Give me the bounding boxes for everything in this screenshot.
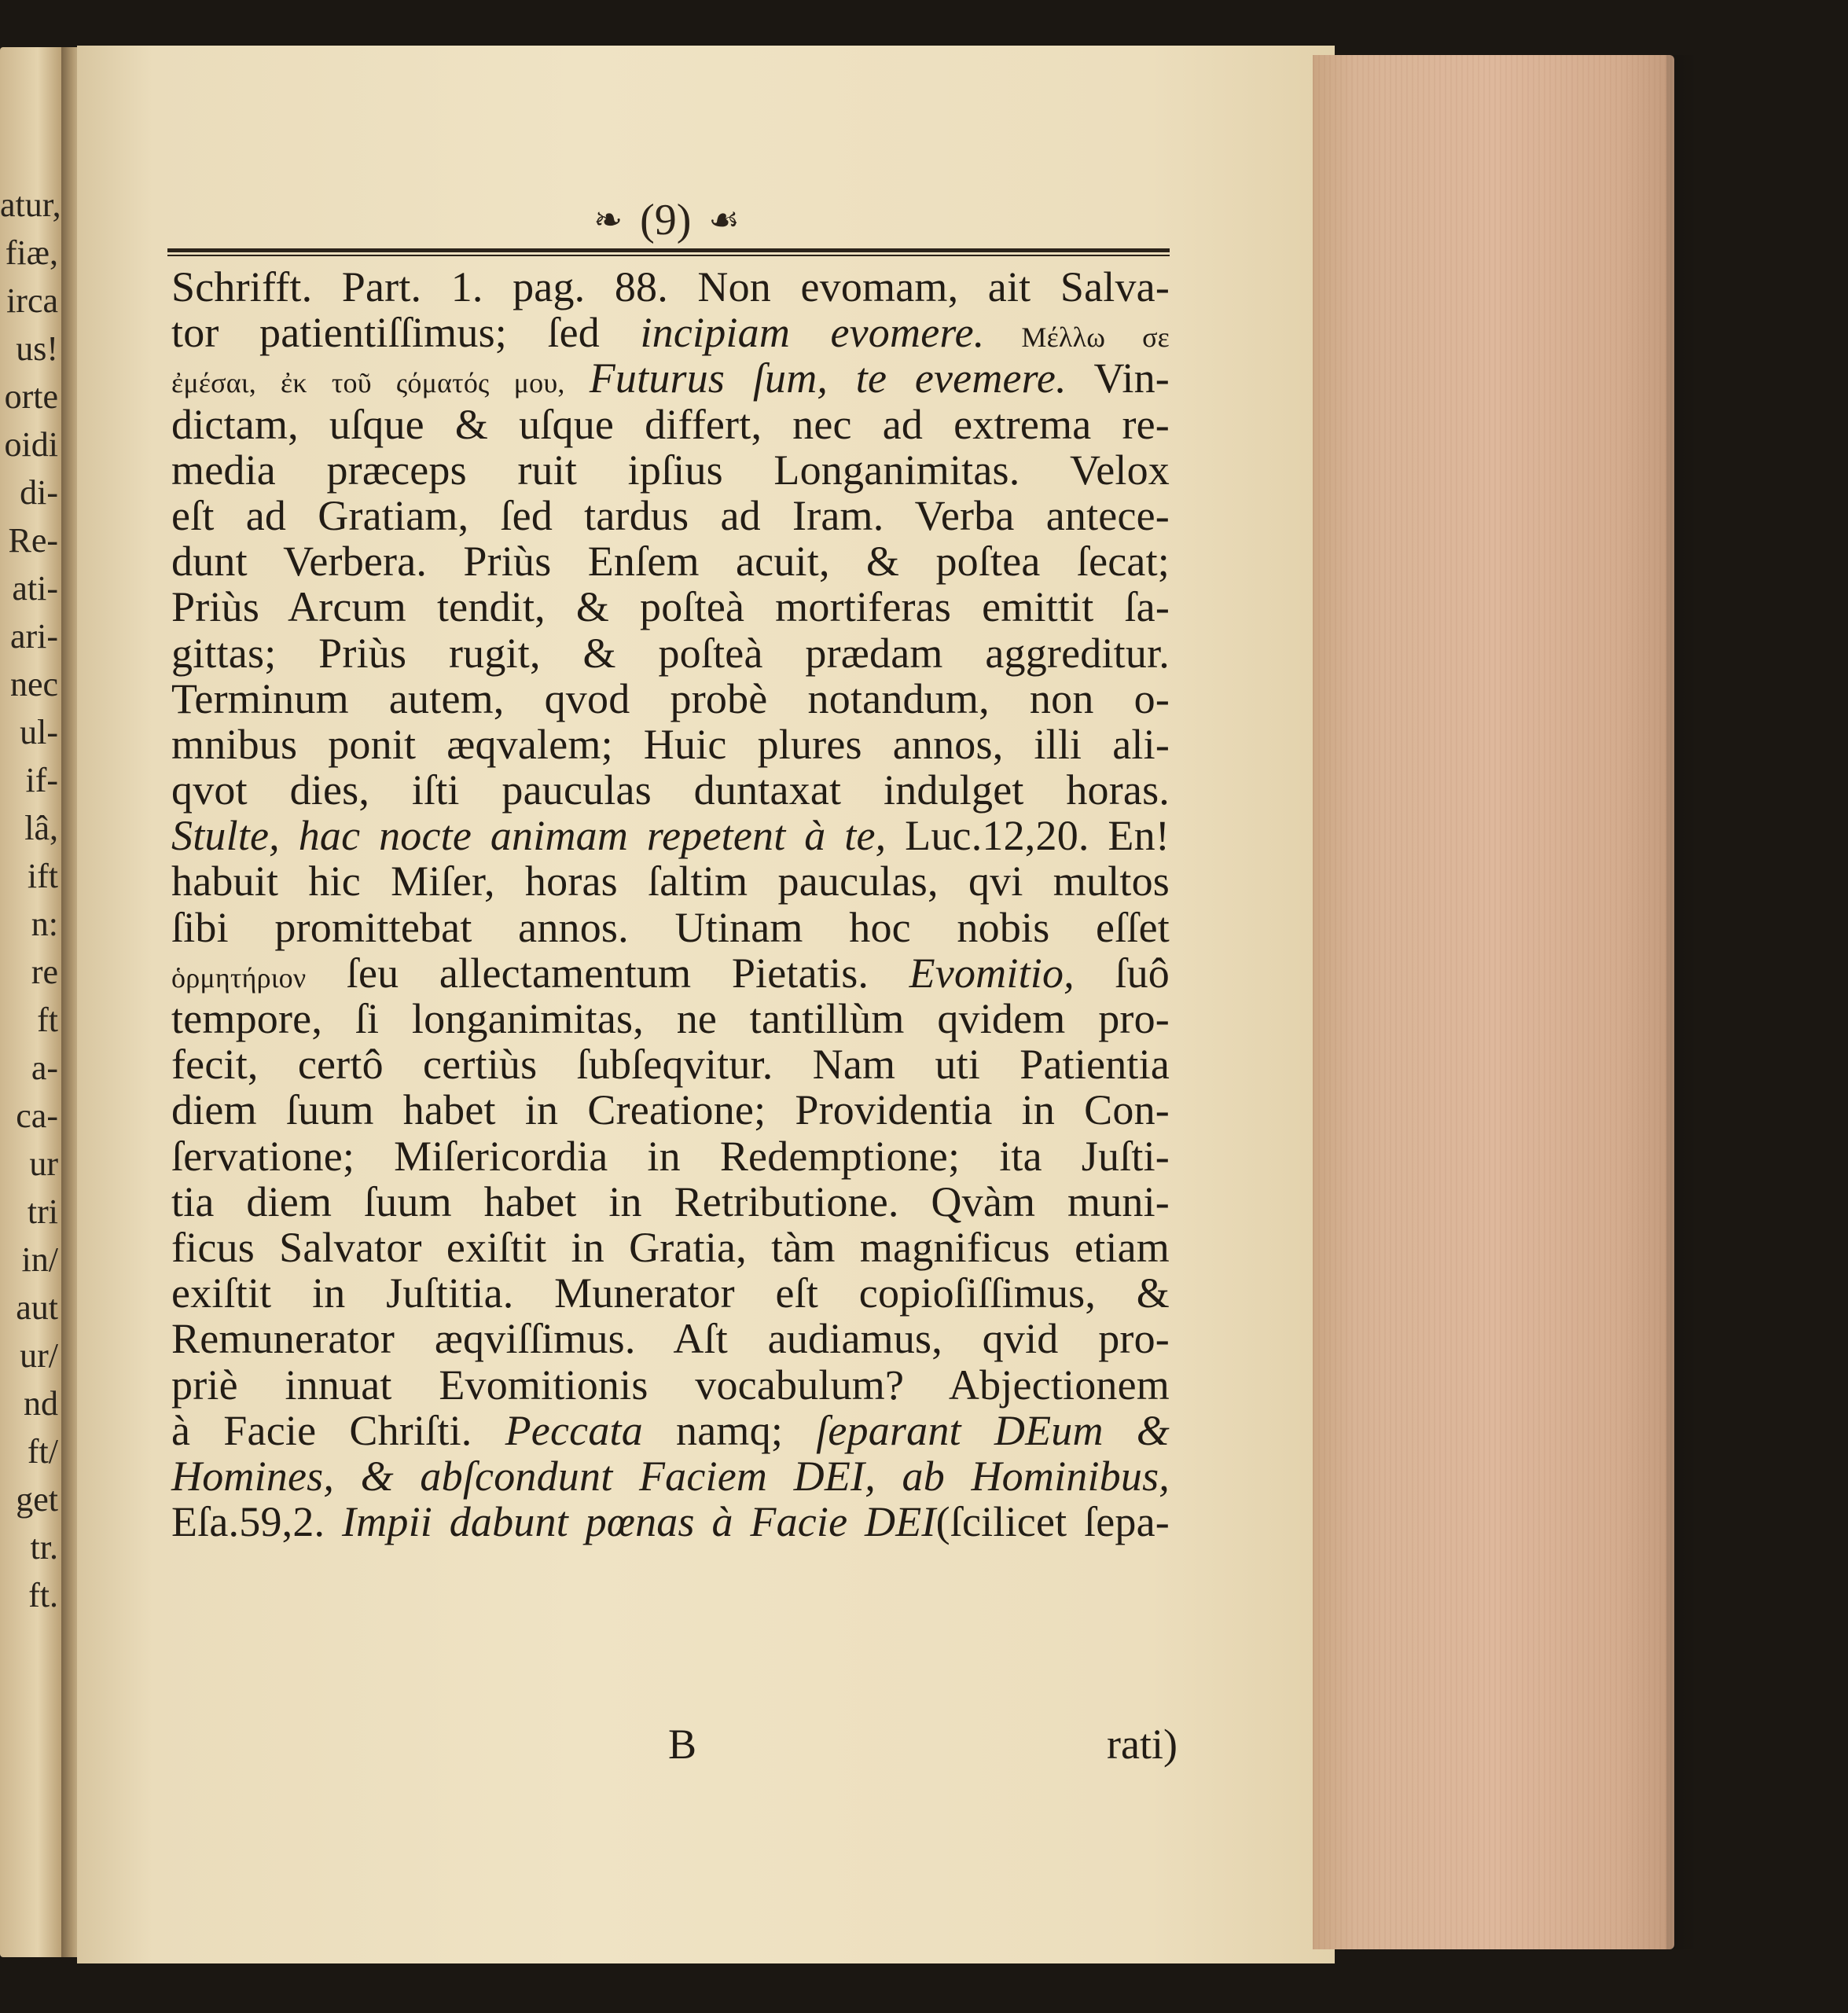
text-segment: namq; bbox=[642, 1406, 817, 1454]
text-segment: Futurus ſum, te evemere. bbox=[589, 354, 1067, 402]
text-segment: Eſa.59,2. bbox=[171, 1498, 342, 1546]
facing-page-fragment: n: bbox=[31, 905, 58, 943]
facing-page-fragment: ur bbox=[29, 1144, 58, 1183]
header-rule-thin bbox=[167, 255, 1170, 256]
text-line bbox=[171, 950, 1170, 996]
facing-page-fragment: ft. bbox=[28, 1576, 58, 1614]
text-line bbox=[171, 722, 1170, 767]
text-line bbox=[171, 1133, 1170, 1179]
text-segment: media præceps ruit ipſius Longanimitas. Velox bbox=[171, 446, 1170, 494]
text-segment: ſibi promittebat annos. Utinam hoc nobis eſſet bbox=[171, 903, 1170, 951]
text-segment: Priùs Arcum tendit, & poſteà mortiferas emittit ſa- bbox=[171, 583, 1170, 631]
text-segment: ἐμέσαι, ἐκ τοῦ ςόματός μου, bbox=[171, 367, 590, 399]
text-line bbox=[171, 1408, 1170, 1453]
text-segment: ſeu allectamentum Pietatis. bbox=[306, 949, 909, 997]
text-line bbox=[171, 1225, 1170, 1270]
text-line bbox=[171, 905, 1170, 950]
facing-page-edge bbox=[0, 47, 63, 1957]
text-segment: dunt Verbera. Priùs Enſem acuit, & poſtea ſecat; bbox=[171, 538, 1170, 586]
text-line bbox=[171, 1499, 1170, 1545]
text-segment: Evomitio, bbox=[909, 949, 1075, 997]
signature-mark: B bbox=[668, 1721, 697, 1768]
facing-page-fragment: ca- bbox=[16, 1096, 58, 1135]
text-segment: habuit hic Miſer, horas ſaltim pauculas, qvi multos bbox=[171, 858, 1170, 905]
facing-page-fragment: nec bbox=[9, 665, 58, 703]
facing-page-fragment: orte bbox=[4, 377, 58, 416]
facing-page-fragment: ur/ bbox=[20, 1336, 58, 1375]
facing-page-fragment: re bbox=[31, 953, 58, 991]
text-segment: qvot dies, iſti pauculas duntaxat indulget horas. bbox=[171, 766, 1170, 814]
text-segment: priè innuat Evomitionis vocabulum? Abjectionem bbox=[171, 1361, 1170, 1409]
text-line bbox=[171, 584, 1170, 630]
text-line bbox=[171, 493, 1170, 538]
text-line bbox=[171, 1087, 1170, 1133]
facing-page-fragment: ft/ bbox=[27, 1432, 58, 1471]
body-text bbox=[171, 264, 1170, 1545]
text-segment: tor patientiſſimus; ſed bbox=[171, 309, 641, 357]
text-segment: diem ſuum habet in Creatione; Providentia in Con- bbox=[171, 1086, 1170, 1134]
text-segment: Remunerator æqviſſimus. Aſt audiamus, qvid pro- bbox=[171, 1315, 1170, 1363]
fore-edge-shadow bbox=[1666, 55, 1698, 1949]
facing-page-fragment: get bbox=[16, 1480, 58, 1519]
header-rule bbox=[167, 248, 1170, 252]
text-segment: Peccata bbox=[505, 1406, 643, 1454]
text-line bbox=[171, 1179, 1170, 1225]
text-segment: ſervatione; Miſericordia in Redemptione; ita Juſti- bbox=[171, 1132, 1170, 1180]
facing-page-fragment: aut bbox=[16, 1288, 58, 1327]
facing-page-fragment: ift bbox=[27, 857, 58, 895]
text-line bbox=[171, 1270, 1170, 1316]
facing-page-fragment: fiæ, bbox=[5, 233, 58, 272]
facing-page-fragment: a- bbox=[31, 1049, 58, 1087]
text-segment: ὁρμητήριον bbox=[171, 961, 307, 994]
catchword: rati) bbox=[1107, 1721, 1178, 1768]
text-line bbox=[171, 676, 1170, 722]
text-segment: Luc.12,20. En! bbox=[886, 812, 1170, 860]
text-segment: dictam, uſque & uſque differt, nec ad extrema re- bbox=[171, 400, 1170, 448]
facing-page-fragment: di- bbox=[20, 473, 58, 512]
facing-page-fragment: irca bbox=[6, 281, 58, 320]
facing-page-text-fragments bbox=[0, 181, 61, 1619]
text-line bbox=[171, 538, 1170, 584]
text-segment: ſeparant DEum & bbox=[816, 1406, 1170, 1454]
facing-page-fragment: ul- bbox=[20, 713, 58, 751]
text-segment: ficus Salvator exiſtit in Gratia, tàm magnificus etiam bbox=[171, 1223, 1170, 1271]
text-line bbox=[171, 264, 1170, 310]
right-ornament: ☙ bbox=[708, 200, 740, 240]
text-segment: eſt ad Gratiam, ſed tardus ad Iram. Verba antece- bbox=[171, 491, 1170, 539]
text-segment: Vin- bbox=[1066, 354, 1170, 402]
text-segment: Μέλλω σε bbox=[984, 321, 1170, 354]
facing-page-fragment: ati- bbox=[12, 569, 58, 608]
facing-page-fragment: lâ, bbox=[24, 809, 58, 847]
facing-page-fragment: Re- bbox=[8, 521, 58, 560]
text-line bbox=[171, 858, 1170, 904]
text-segment: gittas; Priùs rugit, & poſteà prædam aggreditur. bbox=[171, 629, 1170, 677]
text-segment: (ſcilicet ſepa- bbox=[935, 1498, 1170, 1546]
text-line bbox=[171, 996, 1170, 1041]
text-line bbox=[171, 767, 1170, 813]
text-segment: exiſtit in Juſtitia. Munerator eſt copioſiſſimus, & bbox=[171, 1269, 1170, 1317]
text-line bbox=[171, 310, 1170, 355]
facing-page-fragment: us! bbox=[16, 329, 58, 368]
facing-page-fragment: ft bbox=[37, 1001, 58, 1039]
page-number: (9) bbox=[640, 196, 692, 244]
text-line bbox=[171, 813, 1170, 858]
text-segment: Impii dabunt pœnas à Facie DEI bbox=[342, 1498, 936, 1546]
text-line bbox=[171, 1041, 1170, 1087]
text-segment: fecit, certô certiùs ſubſeqvitur. Nam uti Patientia bbox=[171, 1041, 1170, 1089]
text-segment: Schrifft. Part. 1. pag. 88. Non evomam, ait Salva- bbox=[171, 263, 1170, 310]
text-segment: Homines, & abſcondunt Faciem DEI, ab Hominibus, bbox=[171, 1452, 1170, 1500]
text-segment: mnibus ponit æqvalem; Huic plures annos, illi ali- bbox=[171, 720, 1170, 768]
text-line bbox=[171, 630, 1170, 676]
text-segment: à Facie Chriſti. bbox=[171, 1406, 505, 1454]
text-line bbox=[171, 447, 1170, 493]
text-segment: ſuô bbox=[1074, 949, 1170, 997]
text-line bbox=[171, 1453, 1170, 1499]
text-segment: incipiam evomere. bbox=[640, 309, 985, 357]
facing-page-fragment: ari- bbox=[9, 617, 58, 656]
facing-page-fragment: in/ bbox=[21, 1240, 58, 1279]
text-line bbox=[171, 355, 1170, 401]
facing-page-fragment: atur, bbox=[0, 186, 61, 224]
text-segment: Stulte, hac nocte animam repetent à te, bbox=[171, 812, 887, 860]
text-line bbox=[171, 1362, 1170, 1408]
facing-page-fragment: tr. bbox=[30, 1528, 58, 1567]
facing-page-fragment: oidi bbox=[4, 425, 58, 464]
text-segment: tia diem ſuum habet in Retributione. Qvàm muni- bbox=[171, 1177, 1170, 1225]
book-page bbox=[77, 46, 1335, 1963]
left-ornament: ❧ bbox=[593, 200, 623, 240]
text-line bbox=[171, 402, 1170, 447]
facing-page-fragment: tri bbox=[27, 1192, 58, 1231]
facing-page-fragment: if- bbox=[25, 761, 58, 799]
text-segment: Terminum autem, qvod probè notandum, non o- bbox=[171, 674, 1170, 722]
facing-page-fragment: nd bbox=[24, 1384, 58, 1423]
text-line bbox=[171, 1316, 1170, 1361]
text-segment: tempore, ſi longanimitas, ne tantillùm qvidem pro- bbox=[171, 995, 1170, 1042]
book-fore-edge bbox=[1313, 55, 1674, 1949]
